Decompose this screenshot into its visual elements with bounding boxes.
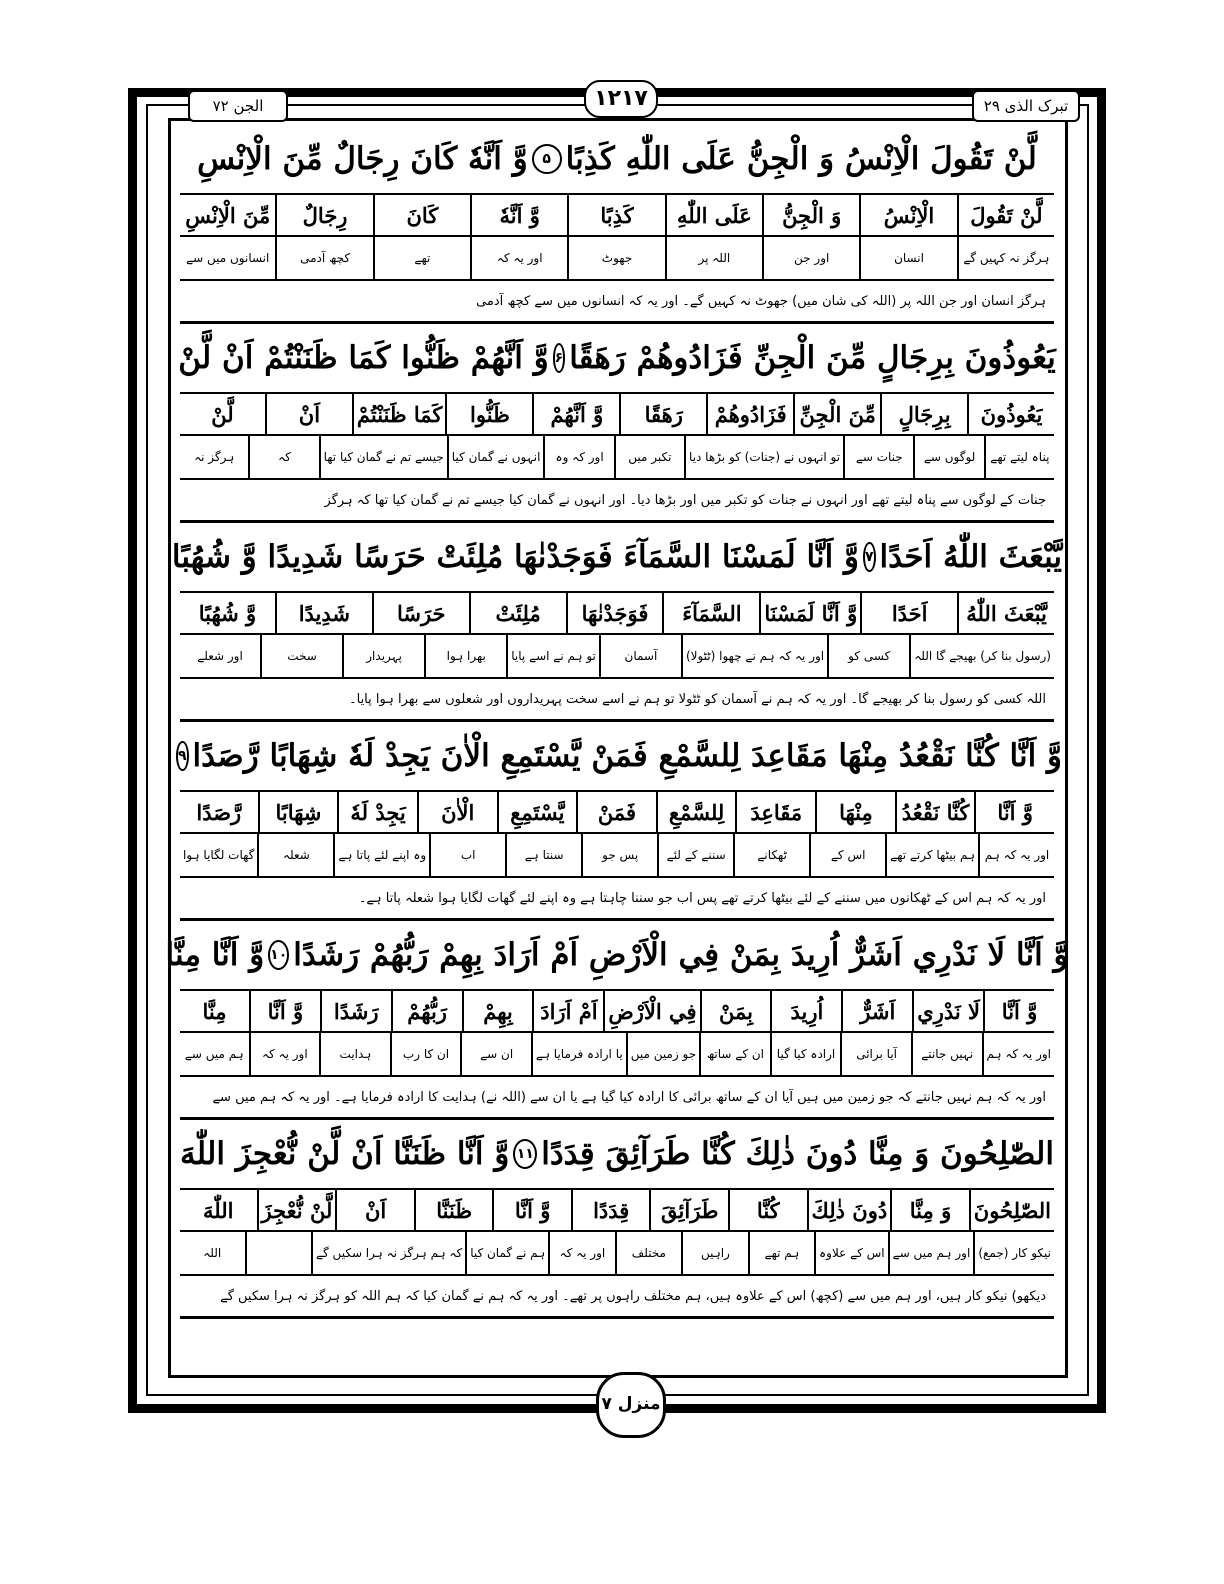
word-cell: حَرَسًا [372, 593, 469, 633]
meaning-cell: وہ اپنے لئے پاتا ہے [333, 834, 429, 876]
meaning-row [180, 635, 1054, 679]
meaning-row [180, 237, 1054, 281]
verse-continuation: وَّ اَنَّهٗ كَانَ رِجَالٌ مِّنَ الْاِنْسِ [197, 141, 528, 177]
verse-number-marker: ۶ [553, 343, 566, 373]
word-cell: بِهِمْ [462, 991, 533, 1031]
meaning-cell: اور کہ وہ [543, 436, 613, 478]
surah-label: الجن ۷۲ [188, 90, 288, 122]
word-cell: الْاِنْسُ [859, 195, 956, 235]
word-cell: وَ مِنَّا [890, 1190, 969, 1230]
meaning-cell: جیسے تم نے گمان کیا تھا [319, 436, 447, 478]
word-row [180, 394, 1054, 436]
word-cell: وَّ اَنَّا [974, 792, 1054, 832]
meaning-cell: کہ [248, 436, 318, 478]
meaning-cell: اور یہ کہ [470, 237, 567, 279]
meaning-cell: تو ہم نے اسے پایا [506, 635, 599, 677]
meaning-cell: تھے [373, 237, 470, 279]
meaning-cell: اور یہ کہ ہم [982, 1033, 1055, 1075]
arabic-verse [180, 125, 1054, 195]
meaning-cell: اور یہ کہ [249, 1033, 320, 1075]
word-cell: رَبُّهُمْ [391, 991, 462, 1031]
verse-number-marker: ۷ [863, 542, 876, 572]
word-cell: لَّنْ [211, 401, 234, 427]
word-cell: وَّ اَنَّهُمْ [532, 394, 619, 434]
word-cell: لِلسَّمْعِ [656, 792, 736, 832]
word-row [180, 991, 1054, 1033]
urdu-translation: جنات کے لوگوں سے پناہ لیتے تھے اور انہوں نے جنات کو تکبر میں اور بڑھا دیا۔ اور انہوں نے گمان کیا جیسے تم نے گمان کیا تھا کہ ہرگز [180, 480, 1054, 523]
word-cell: شَدِيدًا [275, 593, 372, 633]
meaning-cell: کسی کو [827, 635, 909, 677]
meaning-cell: آسمان [599, 635, 681, 677]
meaning-cell: اس کے [809, 834, 885, 876]
word-cell: وَّ شُهُبًا [198, 600, 257, 626]
meaning-cell: جو زمین میں [626, 1033, 699, 1075]
word-cell: وَّ اَنَّا [249, 991, 320, 1031]
meaning-cell: سنتا ہے [505, 834, 581, 876]
verse-continuation: وَّ اَنَّهُمْ ظَنُّوا كَمَا ظَنَنْتُمْ اَنْ لَّنْ [178, 340, 549, 376]
word-cell: وَ الْجِنُّ [762, 195, 859, 235]
meaning-cell: آیا برائی [840, 1033, 911, 1075]
verse-number-marker: ۵ [532, 144, 562, 174]
word-cell: دُونَ ذٰلِكَ [807, 1190, 891, 1230]
meaning-cell: راہیں [681, 1232, 748, 1274]
urdu-translation: ہرگز انسان اور جن اللہ پر (اللہ کی شان میں) جھوٹ نہ کہیں گے۔ اور یہ کہ انسانوں میں سے کچھ آدمی [180, 281, 1054, 324]
verse-number-marker: ۹ [176, 741, 189, 771]
word-cell: عَلَى اللّٰهِ [665, 195, 762, 235]
verse-block [171, 523, 1063, 722]
verse-number-marker: ۱۱ [513, 1139, 537, 1169]
meaning-cell: اور یہ کہ ہم نے چھوا (ٹٹولا) [681, 635, 827, 677]
meaning-cell: اللہ [203, 1246, 222, 1260]
word-cell: وَّ اَنَّا لَمَسْنَا [759, 593, 860, 633]
meaning-cell: انسانوں میں سے [186, 251, 270, 265]
meaning-cell: بھرا ہوا [424, 635, 506, 677]
word-cell: وَّ اَنَّا [983, 991, 1054, 1031]
arabic-verse [178, 722, 1062, 792]
verse-block [180, 324, 1054, 523]
meaning-cell: لوگوں سے [913, 436, 983, 478]
meaning-cell: ٹھکانے [733, 834, 809, 876]
word-cell: اَنْ [265, 394, 352, 434]
verse-continuation: وَّ اَنَّا مِنَّا [165, 937, 265, 973]
word-cell: مِنَّا [202, 998, 227, 1024]
word-row [180, 593, 1054, 635]
meaning-cell: ہم تھے [748, 1232, 815, 1274]
meaning-cell: اور جن [762, 237, 859, 279]
word-cell: لَا نَدْرِي [912, 991, 983, 1031]
meaning-row [180, 1033, 1054, 1077]
meaning-cell: ہرگز نہ [194, 450, 235, 464]
meaning-cell: اور یہ کہ [548, 1232, 615, 1274]
meaning-row [180, 1232, 1054, 1276]
arabic-verse [165, 921, 1069, 991]
word-cell: فَوَجَدْنٰهَا [566, 593, 663, 633]
meaning-cell: ہم نے گمان کیا [465, 1232, 548, 1274]
urdu-translation: دیکھو) نیکو کار ہیں، اور ہم میں سے (کچھ) اس کے علاوہ ہیں، ہم مختلف راہوں پر تھے۔ اور یہ کہ ہم نے گمان کیا کہ ہم اللہ کو ہرگز نہ ہرا سکیں گے [180, 1276, 1054, 1319]
meaning-cell: کچھ آدمی [275, 237, 372, 279]
word-cell: مِنْهَا [815, 792, 895, 832]
urdu-translation: اور یہ کہ ہم اس کے ٹھکانوں میں سننے کے لئے بیٹھا کرتے تھے پس اب جو سننا چاہتا ہے وہ اپنے لئے گھات لگایا ہوا شعلہ پاتا ہے۔ [180, 878, 1054, 921]
word-cell: مِّنَ الْجِنِّ [793, 394, 880, 434]
meaning-cell: گھات لگایا ہوا [183, 848, 255, 862]
word-cell: الْاٰنَ [417, 792, 497, 832]
word-cell: مُلِئَتْ [469, 593, 566, 633]
meaning-cell: اللہ پر [665, 237, 762, 279]
word-cell: فَزَادُوهُمْ [706, 394, 793, 434]
word-cell: يَّسْتَمِعِ [497, 792, 577, 832]
meaning-cell: اور ہم میں سے [888, 1232, 974, 1274]
meaning-cell: تو انہوں نے (جنات) کو بڑھا دیا [684, 436, 843, 478]
word-cell: يَّبْعَثَ اللّٰهُ [957, 593, 1054, 633]
arabic-verse [171, 523, 1063, 593]
meaning-cell: ان کا رب [390, 1033, 461, 1075]
word-cell: وَّ اَنَّا [492, 1190, 571, 1230]
word-cell: كَذِبًا [567, 195, 664, 235]
word-cell: اَمْ اَرَادَ [532, 991, 603, 1031]
word-cell: كُنَّا نَقْعُدُ [895, 792, 975, 832]
meaning-cell: ہرگز نہ کہیں گے [957, 237, 1054, 279]
meaning-cell: سخت [260, 635, 342, 677]
meaning-cell: جنات سے [843, 436, 913, 478]
word-cell: اللّٰهَ [203, 1197, 234, 1223]
word-cell: مَقَاعِدَ [735, 792, 815, 832]
word-row [180, 792, 1054, 834]
verse-block [180, 125, 1054, 324]
word-cell: كَانَ [373, 195, 470, 235]
word-cell: وَّ اَنَّهٗ [470, 195, 567, 235]
meaning-cell: شعلہ [257, 834, 333, 876]
manzil-badge: منزل ۷ [596, 1372, 666, 1438]
meaning-cell: ہدایت [319, 1033, 390, 1075]
word-cell: رِجَالٌ [275, 195, 372, 235]
verse-block [178, 722, 1062, 921]
meaning-cell: اب [429, 834, 505, 876]
meaning-cell [245, 1232, 312, 1274]
verse-number-marker: ۱۰ [268, 940, 289, 970]
word-cell: رَّصَدًا [196, 799, 242, 825]
word-cell: فَمَنْ [576, 792, 656, 832]
verse-text: وَّ اَنَّا كُنَّا نَقْعُدُ مِنْهَا مَقَاعِدَ لِلسَّمْعِ فَمَنْ يَّسْتَمِعِ الْاٰنَ يَجِدْ لَهٗ شِهَابًا رَّصَدًا [192, 738, 1062, 774]
meaning-row [180, 436, 1054, 480]
meaning-cell: ان کے ساتھ [699, 1033, 770, 1075]
word-cell: كَمَا ظَنَنْتُمْ [352, 394, 446, 434]
meaning-cell: (رسول بنا کر) بھیجے گا اللہ [909, 635, 1054, 677]
verse-continuation: وَّ اَنَّا لَمَسْنَا السَّمَآءَ فَوَجَدْنٰهَا مُلِئَتْ حَرَسًا شَدِيدًا وَّ شُهُبًا [171, 539, 859, 575]
meaning-cell: کہ ہم ہرگز نہ ہرا سکیں گے [311, 1232, 465, 1274]
meaning-cell: نہیں جانتے [911, 1033, 982, 1075]
juz-label: تبرک الذی ۲۹ [972, 90, 1080, 122]
meaning-cell: مختلف [615, 1232, 682, 1274]
word-cell: رَشَدًا [320, 991, 391, 1031]
arabic-verse [180, 324, 1054, 394]
word-cell: الصّٰلِحُونَ [969, 1190, 1054, 1230]
word-cell: اَحَدًا [860, 593, 957, 633]
meaning-cell: ہم میں سے [184, 1047, 244, 1061]
translation-grid [165, 125, 1069, 1319]
verse-text: يَعُوذُونَ بِرِجَالٍ مِّنَ الْجِنِّ فَزَادُوهُمْ رَهَقًا [569, 340, 1056, 376]
meaning-cell: اس کے علاوہ [814, 1232, 888, 1274]
word-cell: رَهَقًا [619, 394, 706, 434]
verse-block [180, 1120, 1054, 1319]
verse-text: يَّبْعَثَ اللّٰهُ اَحَدًا [879, 539, 1063, 575]
word-cell: كُنَّا [728, 1190, 807, 1230]
meaning-cell: اور شعلے [197, 649, 243, 663]
meaning-cell: ارادہ کیا گیا [770, 1033, 841, 1075]
meaning-cell: ہم بیٹھا کرتے تھے [885, 834, 978, 876]
meaning-cell: نیکو کار (جمع) [973, 1232, 1054, 1274]
verse-continuation: وَّ اَنَّا ظَنَنَّا اَنْ لَّنْ نُّعْجِزَ اللّٰهَ [180, 1136, 510, 1172]
word-cell: ظَنُّوا [445, 394, 532, 434]
word-cell: يَجِدْ لَهٗ [337, 792, 417, 832]
word-cell: بِمَنْ [700, 991, 771, 1031]
arabic-verse [180, 1120, 1054, 1190]
meaning-cell: جھوٹ [567, 237, 664, 279]
word-cell: مِّنَ الْاِنْسِ [185, 202, 271, 228]
verse-text: لَّنْ تَقُولَ الْاِنْسُ وَ الْجِنُّ عَلَى اللّٰهِ كَذِبًا [565, 141, 1037, 177]
word-cell: بِرِجَالٍ [880, 394, 967, 434]
meaning-cell: پناہ لیتے تھے [984, 436, 1054, 478]
word-cell: اَشَرٌّ [841, 991, 912, 1031]
meaning-cell: انہوں نے گمان کیا [447, 436, 544, 478]
meaning-row [180, 834, 1054, 878]
meaning-cell: ان سے [460, 1033, 531, 1075]
meaning-cell: سننے کے لئے [657, 834, 733, 876]
word-row [180, 1190, 1054, 1232]
word-cell: فِي الْاَرْضِ [603, 991, 699, 1031]
word-cell: لَّنْ تَقُولَ [957, 195, 1054, 235]
meaning-cell: پہریدار [342, 635, 424, 677]
word-cell: اَنْ [335, 1190, 414, 1230]
word-cell: قِدَدًا [571, 1190, 650, 1230]
verse-block [165, 921, 1069, 1120]
word-cell: طَرَآئِقَ [649, 1190, 728, 1230]
word-cell: اُرِيدَ [770, 991, 841, 1031]
word-cell: لَّنْ نُّعْجِزَ [257, 1190, 336, 1230]
meaning-cell: اور یہ کہ ہم [978, 834, 1054, 876]
word-cell: شِهَابًا [258, 792, 338, 832]
word-cell: السَّمَآءَ [662, 593, 759, 633]
meaning-cell: یا ارادہ فرمایا ہے [531, 1033, 626, 1075]
verse-text: وَّ اَنَّا لَا نَدْرِي اَشَرٌّ اُرِيدَ بِمَنْ فِي الْاَرْضِ اَمْ اَرَادَ بِهِمْ رَبُّهُمْ رَشَدًا [293, 937, 1069, 973]
meaning-cell: تکبر میں [614, 436, 684, 478]
meaning-cell: انسان [859, 237, 956, 279]
urdu-translation: اللہ کسی کو رسول بنا کر بھیجے گا۔ اور یہ کہ ہم نے آسمان کو ٹٹولا تو ہم نے اسے سخت پہریداروں اور شعلوں سے بھرا ہوا پایا۔ [180, 679, 1054, 722]
verse-text: الصّٰلِحُونَ وَ مِنَّا دُونَ ذٰلِكَ كُنَّا طَرَآئِقَ قِدَدًا [541, 1136, 1054, 1172]
word-cell: يَعُوذُونَ [967, 394, 1054, 434]
meaning-cell: پس جو [581, 834, 657, 876]
word-cell: ظَنَنَّا [414, 1190, 493, 1230]
page-number: ۱۲۱۷ [584, 80, 658, 118]
word-row [180, 195, 1054, 237]
urdu-translation: اور یہ کہ ہم نہیں جانتے کہ جو زمین میں ہیں آیا ان کے ساتھ برائی کا ارادہ کیا گیا ہے یا ان سے (اللہ نے) ہدایت کا ارادہ فرمایا ہے۔ اور یہ کہ ہم میں سے [180, 1077, 1054, 1120]
